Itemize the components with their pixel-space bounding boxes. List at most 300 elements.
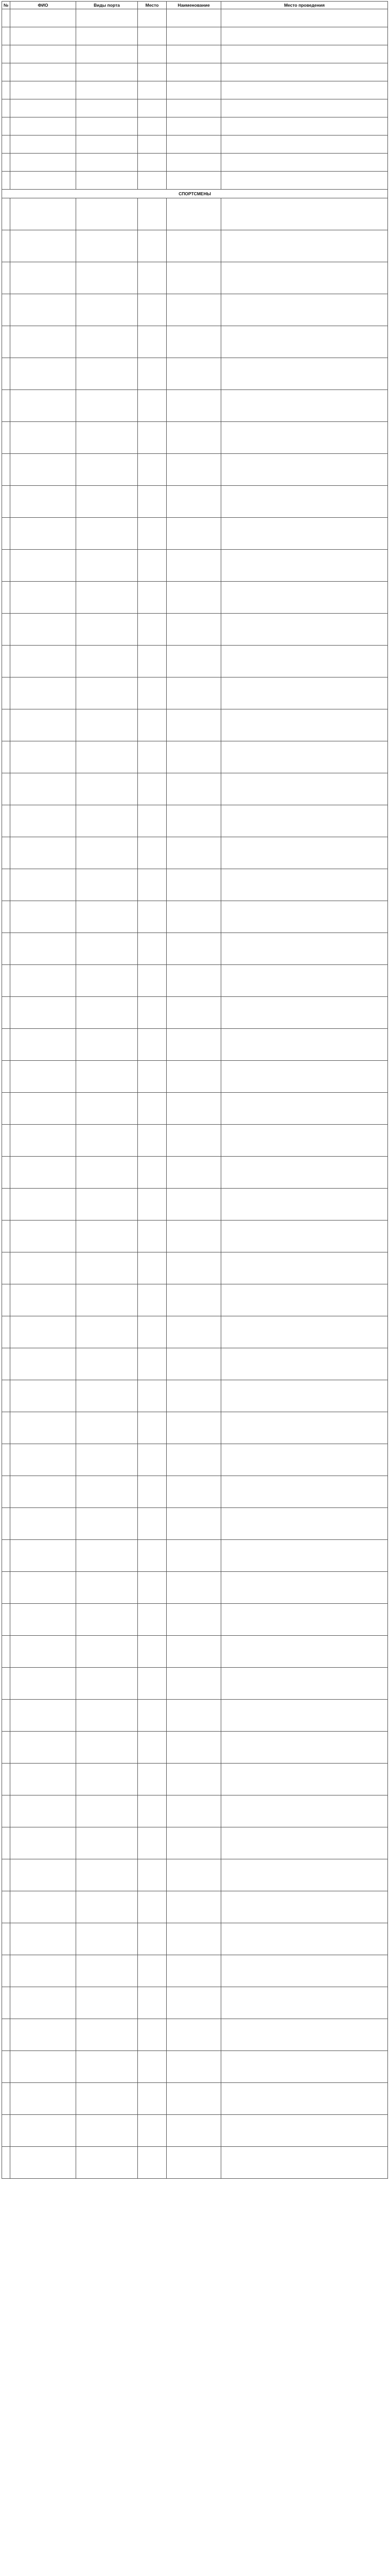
table-cell	[138, 1444, 167, 1476]
table-cell	[10, 198, 76, 230]
table-cell	[221, 262, 388, 294]
table-cell	[2, 614, 10, 646]
table-cell	[10, 1252, 76, 1284]
table-cell	[167, 1923, 221, 1955]
table-cell	[10, 9, 76, 27]
table-row	[2, 1316, 388, 1348]
table-cell	[76, 582, 138, 614]
table-cell	[221, 172, 388, 190]
table-cell	[167, 1157, 221, 1189]
table-cell	[221, 1700, 388, 1732]
table-cell	[167, 2051, 221, 2083]
table-cell	[221, 550, 388, 582]
table-cell	[138, 869, 167, 901]
table-cell	[76, 1955, 138, 1987]
table-cell	[221, 1891, 388, 1923]
table-cell	[167, 1093, 221, 1125]
table-cell	[167, 837, 221, 869]
table-cell	[76, 63, 138, 81]
table-row	[2, 933, 388, 965]
table-row	[2, 135, 388, 154]
table-cell	[167, 1987, 221, 2019]
table-cell	[2, 1827, 10, 1859]
table-cell	[221, 1189, 388, 1221]
table-cell	[167, 773, 221, 805]
table-cell	[2, 709, 10, 741]
table-cell	[138, 358, 167, 390]
table-cell	[2, 741, 10, 773]
table-cell	[167, 1700, 221, 1732]
table-cell	[167, 1508, 221, 1540]
table-cell	[138, 1987, 167, 2019]
table-cell	[167, 1540, 221, 1572]
table-cell	[221, 1540, 388, 1572]
table-cell	[2, 1955, 10, 1987]
table-cell	[76, 135, 138, 154]
table-cell	[221, 741, 388, 773]
table-cell	[221, 1732, 388, 1764]
table-cell	[167, 9, 221, 27]
table-cell	[10, 1923, 76, 1955]
table-cell	[167, 1572, 221, 1604]
table-cell	[221, 2147, 388, 2179]
table-cell	[2, 294, 10, 326]
table-cell	[138, 1540, 167, 1572]
table-cell	[167, 1859, 221, 1891]
table-cell	[167, 1891, 221, 1923]
table-cell	[76, 614, 138, 646]
table-cell	[10, 677, 76, 709]
table-cell	[221, 9, 388, 27]
table-cell	[167, 45, 221, 63]
table-cell	[10, 230, 76, 262]
table-row	[2, 1987, 388, 2019]
table-row	[2, 805, 388, 837]
table-cell	[2, 837, 10, 869]
table-cell	[221, 1316, 388, 1348]
table-row	[2, 1029, 388, 1061]
table-cell	[2, 997, 10, 1029]
table-cell	[10, 805, 76, 837]
table-cell	[76, 2051, 138, 2083]
table-cell	[167, 135, 221, 154]
table-cell	[138, 2051, 167, 2083]
table-cell	[138, 1668, 167, 1700]
table-cell	[221, 2115, 388, 2147]
table-cell	[167, 965, 221, 997]
table-row	[2, 1636, 388, 1668]
table-row	[2, 1827, 388, 1859]
table-cell	[76, 1348, 138, 1380]
table-cell	[138, 1700, 167, 1732]
table-cell	[2, 1029, 10, 1061]
table-cell	[221, 1029, 388, 1061]
table-cell	[2, 230, 10, 262]
table-cell	[10, 390, 76, 422]
table-cell	[76, 518, 138, 550]
table-cell	[167, 390, 221, 422]
table-cell	[2, 262, 10, 294]
table-cell	[76, 1572, 138, 1604]
table-row	[2, 677, 388, 709]
table-cell	[10, 1764, 76, 1795]
table-cell	[167, 1668, 221, 1700]
table-cell	[2, 805, 10, 837]
table-cell	[221, 1668, 388, 1700]
table-cell	[138, 933, 167, 965]
table-cell	[138, 81, 167, 99]
table-cell	[138, 1923, 167, 1955]
table-cell	[138, 837, 167, 869]
table-cell	[138, 27, 167, 45]
table-cell	[221, 1636, 388, 1668]
table-cell	[2, 1125, 10, 1157]
table-cell	[167, 1444, 221, 1476]
table-cell	[138, 646, 167, 677]
table-row	[2, 1764, 388, 1795]
table-row	[2, 869, 388, 901]
table-row	[2, 1700, 388, 1732]
header-event: Наименование	[167, 2, 221, 9]
table-cell	[221, 294, 388, 326]
table-cell	[221, 1412, 388, 1444]
table-cell	[221, 486, 388, 518]
table-cell	[76, 1093, 138, 1125]
table-cell	[221, 2019, 388, 2051]
table-cell	[167, 1827, 221, 1859]
table-cell	[167, 614, 221, 646]
table-row	[2, 837, 388, 869]
table-row	[2, 422, 388, 454]
table-cell	[167, 1029, 221, 1061]
table-cell	[2, 326, 10, 358]
table-cell	[76, 1827, 138, 1859]
table-cell	[2, 1668, 10, 1700]
table-cell	[2, 1157, 10, 1189]
table-cell	[76, 965, 138, 997]
table-cell	[2, 1700, 10, 1732]
table-cell	[2, 1444, 10, 1476]
table-cell	[138, 2019, 167, 2051]
table-cell	[2, 81, 10, 99]
table-row	[2, 614, 388, 646]
table-cell	[221, 901, 388, 933]
table-cell	[76, 1157, 138, 1189]
table-header-row	[2, 2, 388, 9]
table-cell	[2, 1764, 10, 1795]
table-cell	[138, 997, 167, 1029]
table-cell	[10, 709, 76, 741]
table-row	[2, 1125, 388, 1157]
table-cell	[138, 805, 167, 837]
table-cell	[2, 2147, 10, 2179]
table-cell	[2, 1221, 10, 1252]
table-cell	[221, 117, 388, 135]
table-row	[2, 390, 388, 422]
table-cell	[167, 550, 221, 582]
table-cell	[10, 135, 76, 154]
table-cell	[10, 1029, 76, 1061]
table-cell	[2, 45, 10, 63]
table-row	[2, 1380, 388, 1412]
table-cell	[167, 1125, 221, 1157]
table-cell	[138, 198, 167, 230]
table-row	[2, 358, 388, 390]
table-cell	[10, 1157, 76, 1189]
table-cell	[2, 1540, 10, 1572]
table-row	[2, 965, 388, 997]
table-cell	[76, 27, 138, 45]
table-cell	[221, 422, 388, 454]
table-cell	[76, 2115, 138, 2147]
table-cell	[2, 390, 10, 422]
table-cell	[138, 172, 167, 190]
table-row	[2, 1061, 388, 1093]
header-name: ФИО	[10, 2, 76, 9]
table-cell	[2, 1923, 10, 1955]
table-row	[2, 2147, 388, 2179]
table-cell	[76, 1029, 138, 1061]
table-row	[2, 646, 388, 677]
table-cell	[76, 1125, 138, 1157]
table-cell	[138, 1029, 167, 1061]
table-cell	[167, 294, 221, 326]
table-cell	[10, 1284, 76, 1316]
table-cell	[221, 2083, 388, 2115]
table-cell	[10, 1412, 76, 1444]
table-cell	[167, 646, 221, 677]
table-cell	[2, 9, 10, 27]
table-cell	[138, 2115, 167, 2147]
table-cell	[221, 358, 388, 390]
table-cell	[138, 1795, 167, 1827]
table-cell	[167, 230, 221, 262]
table-cell	[10, 997, 76, 1029]
table-cell	[10, 646, 76, 677]
table-cell	[138, 550, 167, 582]
table-cell	[10, 63, 76, 81]
table-cell	[10, 326, 76, 358]
table-cell	[138, 709, 167, 741]
table-cell	[138, 63, 167, 81]
table-row	[2, 1604, 388, 1636]
table-row	[2, 582, 388, 614]
table-row	[2, 1955, 388, 1987]
table-cell	[221, 965, 388, 997]
table-row	[2, 2019, 388, 2051]
table-cell	[167, 172, 221, 190]
table-row	[2, 1252, 388, 1284]
table-cell	[76, 262, 138, 294]
table-cell	[2, 677, 10, 709]
table-cell	[2, 1604, 10, 1636]
table-cell	[76, 154, 138, 172]
table-row	[2, 550, 388, 582]
table-cell	[76, 1636, 138, 1668]
table-cell	[10, 773, 76, 805]
table-cell	[221, 677, 388, 709]
table-row	[2, 1348, 388, 1380]
table-cell	[221, 81, 388, 99]
table-cell	[10, 117, 76, 135]
table-cell	[167, 1636, 221, 1668]
table-cell	[138, 454, 167, 486]
table-cell	[2, 646, 10, 677]
table-cell	[221, 198, 388, 230]
table-cell	[2, 454, 10, 486]
table-cell	[76, 326, 138, 358]
table-cell	[221, 1380, 388, 1412]
table-row	[2, 294, 388, 326]
table-cell	[167, 1189, 221, 1221]
table-cell	[221, 773, 388, 805]
table-row	[2, 27, 388, 45]
table-cell	[76, 709, 138, 741]
table-cell	[138, 1252, 167, 1284]
table-cell	[2, 965, 10, 997]
table-cell	[138, 773, 167, 805]
table-cell	[167, 358, 221, 390]
table-cell	[138, 1636, 167, 1668]
table-cell	[138, 1827, 167, 1859]
table-cell	[76, 1732, 138, 1764]
table-row	[2, 741, 388, 773]
table-cell	[76, 933, 138, 965]
table-cell	[138, 1955, 167, 1987]
table-row	[2, 901, 388, 933]
table-cell	[76, 2019, 138, 2051]
table-row	[2, 1795, 388, 1827]
table-cell	[138, 2083, 167, 2115]
table-cell	[221, 805, 388, 837]
table-cell	[138, 1221, 167, 1252]
table-cell	[221, 709, 388, 741]
table-cell	[2, 550, 10, 582]
table-cell	[10, 965, 76, 997]
table-cell	[167, 198, 221, 230]
table-cell	[167, 2019, 221, 2051]
table-row	[2, 172, 388, 190]
table-cell	[76, 1764, 138, 1795]
table-row	[2, 1444, 388, 1476]
table-row	[2, 1093, 388, 1125]
table-cell	[10, 1540, 76, 1572]
table-cell	[10, 1700, 76, 1732]
table-cell	[138, 1316, 167, 1348]
table-cell	[76, 390, 138, 422]
table-cell	[138, 614, 167, 646]
table-cell	[76, 677, 138, 709]
table-row	[2, 81, 388, 99]
table-cell	[10, 1316, 76, 1348]
table-cell	[2, 1795, 10, 1827]
table-cell	[221, 1987, 388, 2019]
table-cell	[167, 1380, 221, 1412]
table-cell	[2, 2115, 10, 2147]
table-cell	[10, 1348, 76, 1380]
table-cell	[138, 2147, 167, 2179]
table-cell	[221, 614, 388, 646]
table-cell	[138, 326, 167, 358]
table-cell	[76, 1316, 138, 1348]
table-cell	[221, 869, 388, 901]
table-cell	[167, 81, 221, 99]
table-cell	[2, 1987, 10, 2019]
table-cell	[76, 646, 138, 677]
table-row	[2, 1891, 388, 1923]
table-row	[2, 154, 388, 172]
table-cell	[2, 154, 10, 172]
table-cell	[2, 1508, 10, 1540]
table-cell	[167, 1955, 221, 1987]
table-row	[2, 1189, 388, 1221]
table-cell	[10, 2019, 76, 2051]
table-cell	[10, 1189, 76, 1221]
table-cell	[138, 1859, 167, 1891]
table-cell	[2, 358, 10, 390]
table-cell	[138, 1476, 167, 1508]
table-cell	[10, 1444, 76, 1476]
header-number: №	[2, 2, 10, 9]
table-cell	[221, 326, 388, 358]
table-cell	[76, 486, 138, 518]
table-cell	[138, 45, 167, 63]
table-cell	[76, 9, 138, 27]
table-cell	[76, 550, 138, 582]
table-cell	[76, 2147, 138, 2179]
table-cell	[2, 1316, 10, 1348]
table-cell	[221, 837, 388, 869]
table-cell	[167, 933, 221, 965]
table-cell	[221, 1061, 388, 1093]
table-cell	[221, 1827, 388, 1859]
table-row	[2, 99, 388, 117]
table-cell	[221, 27, 388, 45]
table-row	[2, 1157, 388, 1189]
table-cell	[221, 2051, 388, 2083]
table-cell	[167, 2147, 221, 2179]
table-cell	[138, 1061, 167, 1093]
table-cell	[138, 1764, 167, 1795]
table-cell	[10, 1859, 76, 1891]
table-cell	[76, 837, 138, 869]
table-cell	[10, 2115, 76, 2147]
table-cell	[76, 172, 138, 190]
table-row	[2, 45, 388, 63]
table-cell	[167, 422, 221, 454]
table-cell	[76, 805, 138, 837]
table-cell	[10, 933, 76, 965]
table-cell	[10, 1093, 76, 1125]
table-cell	[167, 262, 221, 294]
table-cell	[2, 1412, 10, 1444]
table-cell	[221, 1604, 388, 1636]
table-cell	[2, 1572, 10, 1604]
table-cell	[2, 172, 10, 190]
table-row	[2, 1572, 388, 1604]
table-cell	[10, 1380, 76, 1412]
table-row	[2, 9, 388, 27]
table-cell	[2, 63, 10, 81]
table-cell	[10, 422, 76, 454]
table-cell	[76, 1476, 138, 1508]
table-cell	[221, 1795, 388, 1827]
table-row	[2, 1412, 388, 1444]
table-cell	[10, 582, 76, 614]
table-cell	[76, 1987, 138, 2019]
table-cell	[2, 27, 10, 45]
table-row	[2, 262, 388, 294]
